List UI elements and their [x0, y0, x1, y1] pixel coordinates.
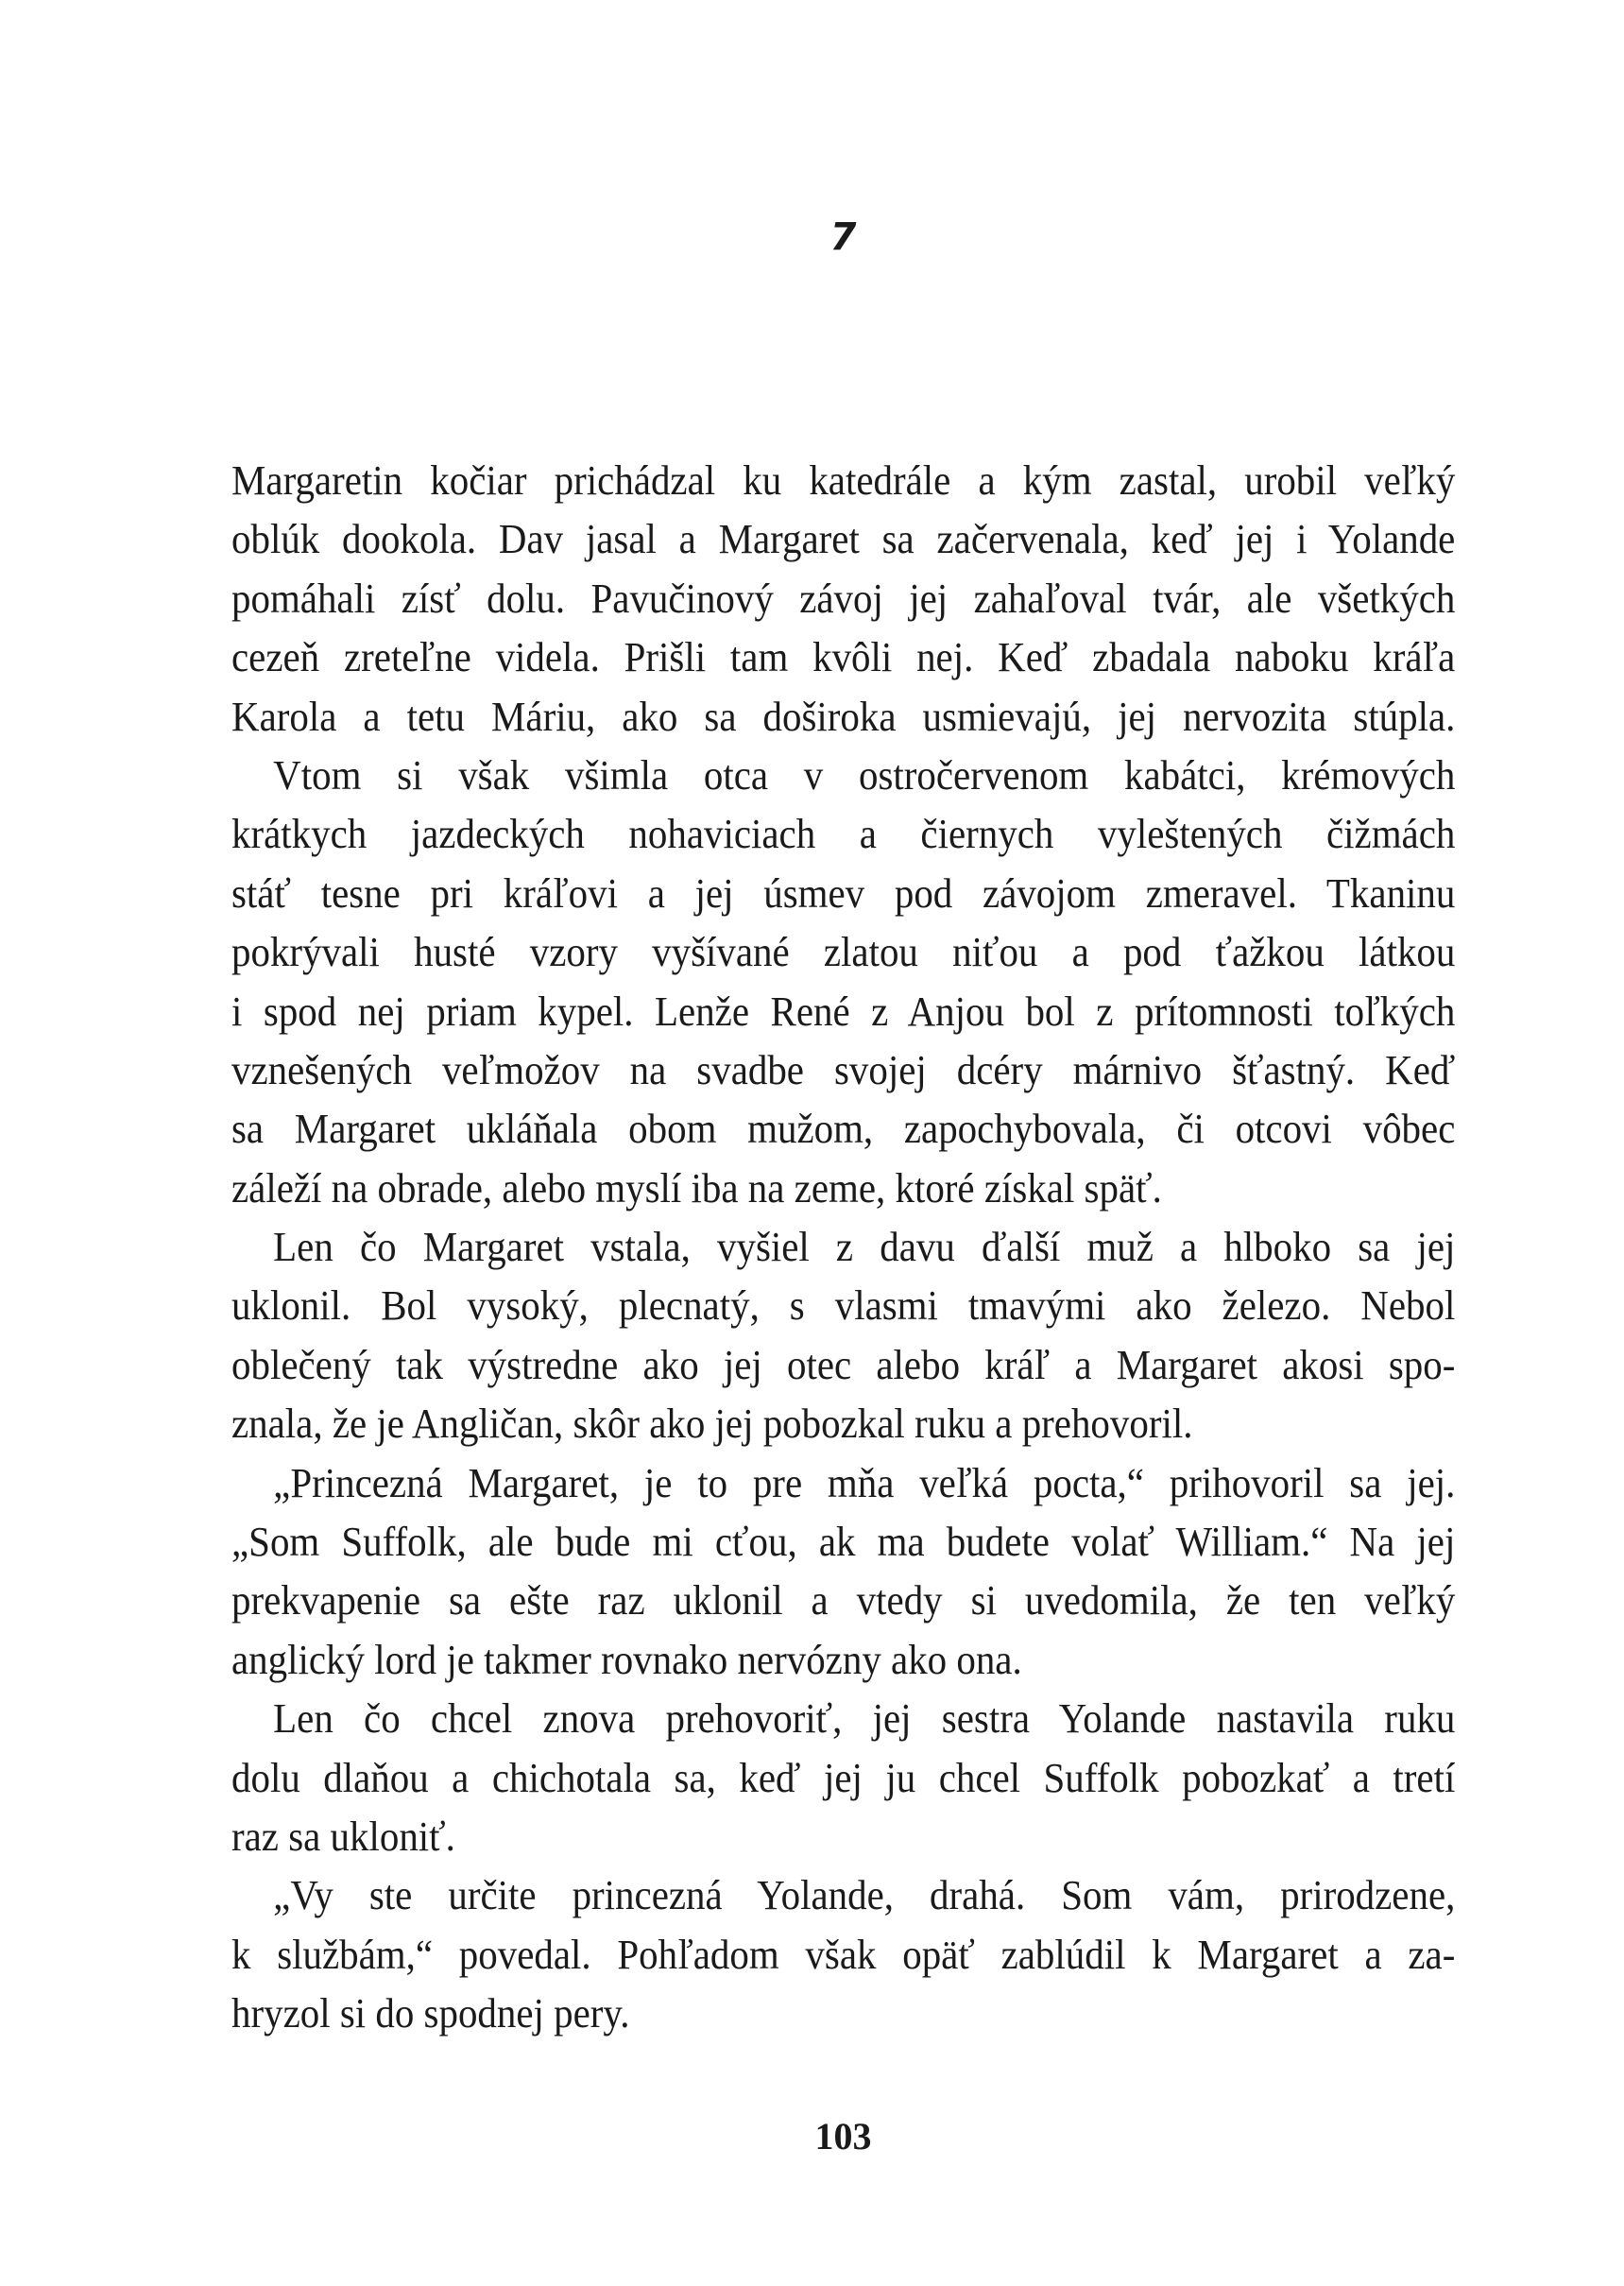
chapter-body-text — [231, 451, 1455, 2043]
page-number: 103 — [814, 2115, 872, 2157]
text-line: raz sa ukloniť. — [231, 1812, 455, 1860]
text-line: vznešených veľmožov na svadbe svojej dcéry márnivo šťastný. Keď — [231, 1045, 1456, 1093]
text-line: hryzol si do spodnej pery. — [231, 1989, 630, 2037]
text-line: i spod nej priam kypel. Lenže René z Anjou bol z prítomnosti toľkých — [231, 987, 1456, 1035]
text-line: uklonil. Bol vysoký, plecnatý, s vlasmi tmavými ako železo. Nebol — [231, 1281, 1456, 1330]
text-line: oblečený tak výstredne ako jej otec alebo kráľ a Margaret akosi spo- — [231, 1340, 1456, 1388]
text-line: pokrývali husté vzory vyšívané zlatou niťou a pod ťažkou látkou — [231, 928, 1456, 976]
text-line: znala, že je Angličan, skôr ako jej pobozkal ruku a prehovoril. — [231, 1400, 1193, 1448]
text-line: Margaretin kočiar prichádzal ku katedrále a kým zastal, urobil veľký — [231, 456, 1456, 504]
text-line: cezeň zreteľne videla. Prišli tam kvôli nej. Keď zbadala naboku kráľa — [231, 633, 1456, 681]
text-line: anglický lord je takmer rovnako nervózny ako ona. — [231, 1635, 1022, 1683]
text-line: stáť tesne pri kráľovi a jej úsmev pod závojom zmeravel. Tkaninu — [231, 868, 1456, 917]
text-line: pomáhali zísť dolu. Pavučinový závoj jej zahaľoval tvár, ale všetkých — [231, 574, 1456, 622]
text-line: prekvapenie sa ešte raz uklonil a vtedy si uvedomila, že ten veľký — [231, 1576, 1456, 1624]
text-line: oblúk dookola. Dav jasal a Margaret sa začervenala, keď jej i Yolande — [231, 515, 1456, 563]
text-line: „Vy ste určite princezná Yolande, drahá. Som vám, prirodzene, — [273, 1871, 1456, 1919]
text-line: „Princezná Margaret, je to pre mňa veľká pocta,“ prihovoril sa jej. — [273, 1458, 1456, 1506]
text-line: k službám,“ povedal. Pohľadom však opäť zablúdil k Margaret a za- — [231, 1930, 1456, 1978]
text-line: Len čo Margaret vstala, vyšiel z davu ďalší muž a hlboko sa jej — [273, 1223, 1456, 1271]
text-line: krátkych jazdeckých nohaviciach a čiernych vyleštených čižmách — [231, 810, 1456, 858]
chapter-number: 7 — [829, 215, 857, 259]
text-line: Vtom si však všimla otca v ostročervenom kabátci, krémových — [273, 750, 1456, 799]
text-line: Len čo chcel znova prehovoriť, jej sestra Yolande nastavila ruku — [273, 1694, 1456, 1743]
text-line: Karola a tetu Máriu, ako sa doširoka usmievajú, jej nervozita stúpla. — [231, 692, 1456, 740]
text-line: záleží na obrade, alebo myslí iba na zeme, ktoré získal späť. — [231, 1163, 1162, 1212]
text-line: sa Margaret ukláňala obom mužom, zapochybovala, či otcovi vôbec — [231, 1105, 1456, 1153]
text-line: „Som Suffolk, ale bude mi cťou, ak ma budete volať William.“ Na jej — [231, 1518, 1456, 1566]
text-line: dolu dlaňou a chichotala sa, keď jej ju chcel Suffolk pobozkať a tretí — [231, 1753, 1456, 1801]
